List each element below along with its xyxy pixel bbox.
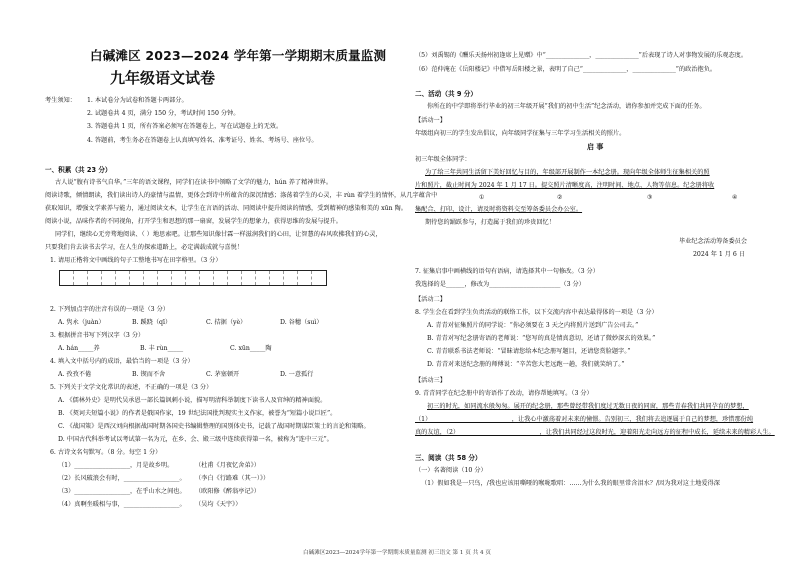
notice-item: 2. 试题卷共 4 页，满分 150 分，考试时间 150 分钟。 bbox=[87, 110, 240, 117]
question: 5. 下列关于文学文化常识的表述，不正确的一项是（3 分） bbox=[50, 384, 213, 391]
marker: ② bbox=[557, 194, 563, 201]
reading-text: （1）假如我是一只鸟，/我也应该用嘶哑的喉咙歌唱：……为什么我的眼里常含泪水？/因为我对这土地爱得深 bbox=[421, 480, 720, 487]
option: D. 青青对来送纪念册的师傅说：“辛苦您大老远跑一趟，我们就笑纳了。” bbox=[427, 361, 625, 368]
question: 8. 学生会在看到学生负责活动的联络工作，以下交流内容中表达最得体的一项是（3 分） bbox=[415, 309, 658, 316]
notice-line: 片和照片，截止时间为 2024 年 1 月 17 日。提交照片清晰度高，注明时间、地点、人物等信息。纪念册将收 bbox=[415, 182, 715, 189]
option: B. 蹊跷（qī） bbox=[132, 319, 172, 326]
option: D. 一意孤行 bbox=[280, 371, 314, 378]
section-heading: 一、积累（共 23 分） bbox=[45, 166, 112, 174]
notice-item: 4. 答题前，考生务必在答题卷上认真填写姓名、准考证号、姓名、考场号、座位号。 bbox=[87, 137, 318, 144]
intro-line: 获取知识，增强文学素养与能力，通过阅读文本，让学生在言语的活动、同阅读中提升阅读的情感，受到精神的感染和美的 xūn 陶。 bbox=[45, 205, 407, 212]
q9-text: 真的友谊，（2）__________________________，让我们共同经过这段时光，迎着阳光走向远方的征程中成长，延续未来的精彩人生。 bbox=[415, 429, 775, 436]
marker: ④ bbox=[732, 194, 738, 201]
exam-title: 白碱滩区 2023—2024 学年第一学期期末质量监测 bbox=[90, 48, 387, 63]
option: B. 青青对写纪念册寄语的老师说：“您写的真是情真意切，还请了微妙深玄的效果。” bbox=[427, 335, 656, 342]
intro-line: 古人说“腹有诗书气自华。”三年的语文课程，同学们在读书中领略了文学的魅力，hún 养了精神世界。 bbox=[55, 179, 333, 186]
notice-line: 初三年级全体同学： bbox=[415, 156, 471, 163]
section-heading: 二、活动（共 9 分） bbox=[415, 90, 477, 98]
fill-item: （6）范仲淹在《岳阳楼记》中借写岳阳楼之景，表明了自己“______________，______________”的政治抱负。 bbox=[415, 66, 717, 73]
option: C. 《战国策》是西汉刘向根据战国时期各国史书编辑整理的国别体史书，记载了战国时期谋臣策士的言论和策略。 bbox=[58, 423, 370, 430]
question: 2. 下列加点字的注音有误的一项是（3 分） bbox=[50, 306, 169, 313]
intro-line: 只要我们肯去读书去学习，在人生的探索道路上，必定满载成就与喜悦！ bbox=[45, 244, 243, 251]
option: A. 青青对征集照片的同学说：“你必须要在 3 天之内将照片送到广告公司去。” bbox=[427, 322, 639, 329]
activity-label: 【活动二】 bbox=[415, 296, 446, 303]
fill-source: （杜甫《月夜忆舍弟》） bbox=[195, 462, 260, 469]
option: D. 中国古代科举考试以考试第一名为元，在乡、会、殿三级中连续获得第一名，被称为“连中三元”。 bbox=[58, 436, 333, 443]
intro-line: 同学们，继续心无旁骛地阅读、（ ）地思索吧。让那些知识像甘霖一样滋润我们的心田，让智慧的春风吹拂我们的心灵， bbox=[55, 231, 382, 238]
option: A. 孜孜不倦 bbox=[58, 371, 92, 378]
notice-line: 期待您的踊跃参与，打造属于我们的珍贵回忆！ bbox=[425, 219, 555, 226]
notice-label: 考生须知： bbox=[45, 97, 76, 104]
question: 9. 青青同学在纪念册中的寄语作了改动，请你帮她填写。（3 分） bbox=[415, 390, 593, 397]
option: C. xūn_____陶 bbox=[230, 345, 272, 352]
option: A. hán_____养 bbox=[58, 345, 100, 352]
subsection-heading: （一）名著阅读（10 分） bbox=[415, 467, 487, 474]
notice-title: 启 事 bbox=[587, 142, 604, 151]
activity-text: 年级组向初三的学生发出倡议，向年级同学征集与三年学习生活相关的照片。 bbox=[415, 130, 626, 137]
activity-intro: 你所在的中学即将举行毕业的初三年级开展“我们的初中生活”纪念活动，请你参加并完成下面的任务。 bbox=[427, 103, 706, 110]
writing-grid[interactable] bbox=[59, 270, 327, 286]
option: A. 《儒林外史》是明代吴承恩一部长篇讽刺小说，描写明清科举制度下读书人及官绅的精神面貌。 bbox=[58, 397, 327, 404]
option: A. 隽永（juàn） bbox=[58, 319, 105, 326]
question: 1. 请用正楷将文中画线的句子工整地书写在田字格里。（3 分） bbox=[50, 257, 222, 264]
question: 3. 根据拼音书写下列汉字（3 分） bbox=[50, 332, 145, 339]
option: C. 茅塞顿开 bbox=[206, 371, 240, 378]
activity-label: 【活动三】 bbox=[415, 377, 446, 384]
notice-line: 为了给三年共同生活留下美好回忆与目的，年级部开展制作一本纪念册。现向年级全体师生征集相关的照 bbox=[425, 169, 710, 176]
q9-text: （1）__________________________，让我心中激荡着对未来的憧憬。告别初三，我们将去追逐属于自己的梦想，珍惜那份纯 bbox=[415, 416, 754, 423]
notice-signer: 毕业纪念活动筹备委员会 bbox=[679, 238, 748, 245]
fill-item: （2）长风破浪会有时，__________________。 bbox=[58, 475, 186, 482]
notice-date: 2024 年 1 月 6 日 bbox=[693, 251, 746, 258]
fill-item: （3）__________________，在乎山水之间也。 bbox=[58, 488, 186, 495]
option: B. 《契诃夫短篇小说》的作者是俄国作家，19 世纪法国批判现实主义作家，被誉为“短篇小说巨匠”。 bbox=[58, 410, 337, 417]
fill-source: （李白《行路难（其一）》） bbox=[195, 475, 270, 482]
option: C. 青青联系书法老师说：“冒昧请您给本纪念册写题目，还请您赏脸题字。” bbox=[427, 348, 631, 355]
question: 7. 征集启事中画横线的语句有语病，请选择其中一句修改。（3 分） bbox=[415, 268, 599, 275]
q9-text: 初三的时光，如同流水般匆匆。展开的纪念册，那些曾经带我们度过无数日夜的同窗，那些青春我们共同孕育的梦想， bbox=[427, 403, 749, 410]
intro-line: 阅读小说，品味作者的不同视角，打开学生和思想的那一扇窗，发展学生的想象力，获得思维的发展与提升。 bbox=[45, 218, 342, 225]
notice-line: 集配合、打印、设计，请及时将资料交至筹备委员会办公室。 bbox=[415, 206, 583, 213]
notice-item: 3. 答题卷共 1 页，所有答案必须写在答题卷上，写在试题卷上的无效。 bbox=[87, 123, 283, 130]
notice-item: 1. 本试卷分为试卷和答题卡两部分。 bbox=[87, 97, 188, 104]
fill-item: （5）刘禹锡的《酬乐天扬州初逢席上见赠》中“______________，______________”后表现了诗人对事物发展的乐观态度。 bbox=[415, 52, 748, 59]
fill-item: （4）真啊坐暖相与事，__________________。 bbox=[58, 501, 186, 508]
section-heading: 三、阅读（共 58 分） bbox=[415, 454, 482, 462]
option: C. 拮据（yè） bbox=[206, 319, 247, 326]
option: B. 丰 rùn_____ bbox=[140, 345, 184, 352]
marker: ① bbox=[479, 194, 485, 201]
question: 6. 古诗文名句默写。（8 分。每空 1 分） bbox=[50, 449, 162, 456]
question: 4. 填入文中括号内的成语，最恰当的一项是（3 分） bbox=[50, 358, 194, 365]
fill-source: （吴均《天宇》） bbox=[195, 501, 242, 508]
answer-line: 我选择的是______，修改为_______________________（3 分） bbox=[415, 281, 585, 288]
fill-source: （欧阳修《醉翁亭记》） bbox=[195, 488, 260, 495]
option: D. 谷穗（suì） bbox=[280, 319, 323, 326]
page-footer: 白碱滩区2023—2024学年第一学期期末质量监测 初三语文 第 1 页 共 4 页 bbox=[303, 550, 491, 556]
marker: ③ bbox=[647, 194, 653, 201]
fill-item: （1）__________________，月是故乡明。 bbox=[58, 462, 174, 469]
option: B. 锲而不舍 bbox=[132, 371, 166, 378]
exam-subtitle: 九年级语文试卷 bbox=[110, 69, 216, 87]
activity-label: 【活动一】 bbox=[415, 117, 446, 124]
intro-line: 阅读诗歌，倾情朗读，我们读出诗人的豪情与温情，更体会到诗中所蕴含的深沉情感；涤荡着学生的心灵，丰 rùn 着学生的情怀，从几字蕴含中 bbox=[45, 192, 438, 199]
